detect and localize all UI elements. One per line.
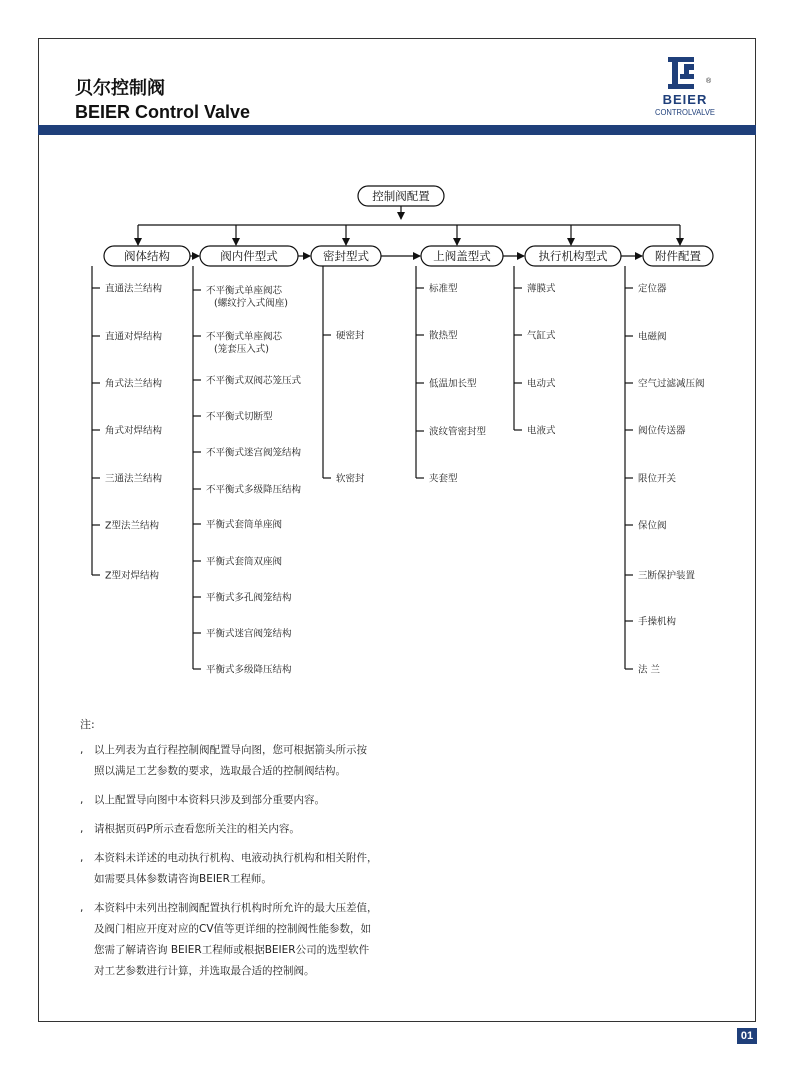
column-1-item: Z型对焊结构 (105, 570, 160, 582)
page-number: 01 (737, 1028, 757, 1044)
column-1-header-label: 阀体结构 (124, 249, 170, 263)
column-5-item: 气缸式 (527, 330, 556, 342)
note-bullet: , (80, 852, 84, 864)
logo-brand-text: BEIER (662, 92, 708, 107)
column-3-item: 软密封 (336, 473, 365, 485)
note-line: 以上列表为直行程控制阀配置导向图，您可根据箭头所示按 (94, 744, 367, 756)
column-6-item: 保位阀 (638, 520, 667, 532)
note-bullet: , (80, 794, 84, 806)
page-title-chinese: 贝尔控制阀 (75, 78, 165, 99)
column-2-item: 平衡式迷宫阀笼结构 (206, 628, 292, 640)
column-4-item: 波纹管密封型 (429, 426, 487, 438)
column-1-item: 角式法兰结构 (105, 378, 163, 390)
column-2-header-label: 阀内件型式 (220, 249, 278, 263)
note-line: 对工艺参数进行计算，并选取最合适的控制阀。 (94, 965, 315, 977)
column-4-item: 夹套型 (429, 473, 458, 485)
note-item (80, 819, 460, 840)
page-title-english: BEIER Control Valve (75, 102, 251, 122)
column-6-item: 定位器 (638, 283, 667, 295)
note-item (80, 848, 460, 890)
note-bullet: , (80, 902, 84, 914)
note-item (80, 790, 460, 811)
column-2-item: 不平衡式双阀芯笼压式 (206, 375, 302, 387)
column-2-item: 平衡式套筒单座阀 (206, 519, 283, 531)
note-line: 本资料中未列出控制阀配置执行机构时所允许的最大压差值， (94, 902, 378, 914)
column-6-item: 空气过滤减压阀 (638, 378, 705, 390)
note-line: 您需了解请咨询 BEIER工程师或根据BEIER公司的选型软件 (94, 944, 370, 956)
note-bullet: , (80, 744, 84, 756)
column-6-item: 电磁阀 (638, 331, 667, 343)
root-node-label: 控制阀配置 (372, 189, 430, 203)
column-2-item: 不平衡式切断型 (206, 411, 273, 423)
note-line: 请根据页码P所示查看您所关注的相关内容。 (94, 823, 300, 835)
column-2-item: 不平衡式单座阀芯 (206, 331, 283, 343)
column-1-item: 角式对焊结构 (105, 425, 163, 437)
column-3-item: 硬密封 (336, 330, 365, 342)
column-2-item-subtext: (笼套压入式) (214, 344, 269, 355)
column-6-item: 手操机构 (638, 616, 677, 628)
note-line: 以上配置导向图中本资料只涉及到部分重要内容。 (94, 794, 325, 806)
column-5-header-label: 执行机构型式 (538, 249, 608, 263)
notes-title: 注: (80, 718, 95, 731)
column-4-item: 标准型 (429, 283, 458, 295)
column-2-item: 平衡式套筒双座阀 (206, 556, 283, 568)
column-2-item: 不平衡式多级降压结构 (206, 484, 302, 496)
column-1-item: Z型法兰结构 (105, 520, 160, 532)
column-1-item: 三通法兰结构 (105, 473, 163, 485)
column-6-item: 三断保护装置 (638, 570, 696, 582)
column-1-item: 直通对焊结构 (105, 331, 163, 343)
column-1-item: 直通法兰结构 (105, 283, 163, 295)
note-line: 及阀门相应开度对应的CV值等更详细的控制阀性能参数，如 (94, 923, 372, 935)
note-line: 如需要具体参数请咨询BEIER工程师。 (94, 873, 272, 885)
note-line: 照以满足工艺参数的要求，选取最合适的控制阀结构。 (94, 765, 346, 777)
column-5-item: 薄膜式 (527, 283, 556, 295)
column-2-item: 不平衡式迷宫阀笼结构 (206, 447, 302, 459)
column-6-item: 法 兰 (638, 664, 661, 676)
column-6-header-label: 附件配置 (655, 249, 701, 263)
column-2-item-subtext: (螺纹拧入式阀座) (214, 298, 288, 309)
column-6-item: 限位开关 (638, 473, 677, 485)
column-6-item: 阀位传送器 (638, 425, 686, 437)
note-bullet: , (80, 823, 84, 835)
note-line: 本资料未详述的电动执行机构、电液动执行机构和相关附件， (94, 852, 378, 864)
column-3-header-label: 密封型式 (323, 249, 369, 263)
column-2-item: 平衡式多级降压结构 (206, 664, 292, 676)
notes-section (80, 716, 460, 990)
registered-mark: ® (706, 78, 712, 85)
notes-list (80, 740, 460, 982)
note-item (80, 740, 460, 782)
column-2-item: 不平衡式单座阀芯 (206, 285, 283, 297)
note-item (80, 898, 460, 982)
column-2-item: 平衡式多孔阀笼结构 (206, 592, 292, 604)
column-5-item: 电动式 (527, 378, 556, 390)
column-4-header-label: 上阀盖型式 (433, 249, 491, 263)
column-4-item: 散热型 (429, 330, 458, 342)
column-4-item: 低温加长型 (429, 378, 477, 390)
column-5-item: 电液式 (527, 425, 556, 437)
logo-subtitle-text: CONTROLVALVE (655, 108, 715, 117)
